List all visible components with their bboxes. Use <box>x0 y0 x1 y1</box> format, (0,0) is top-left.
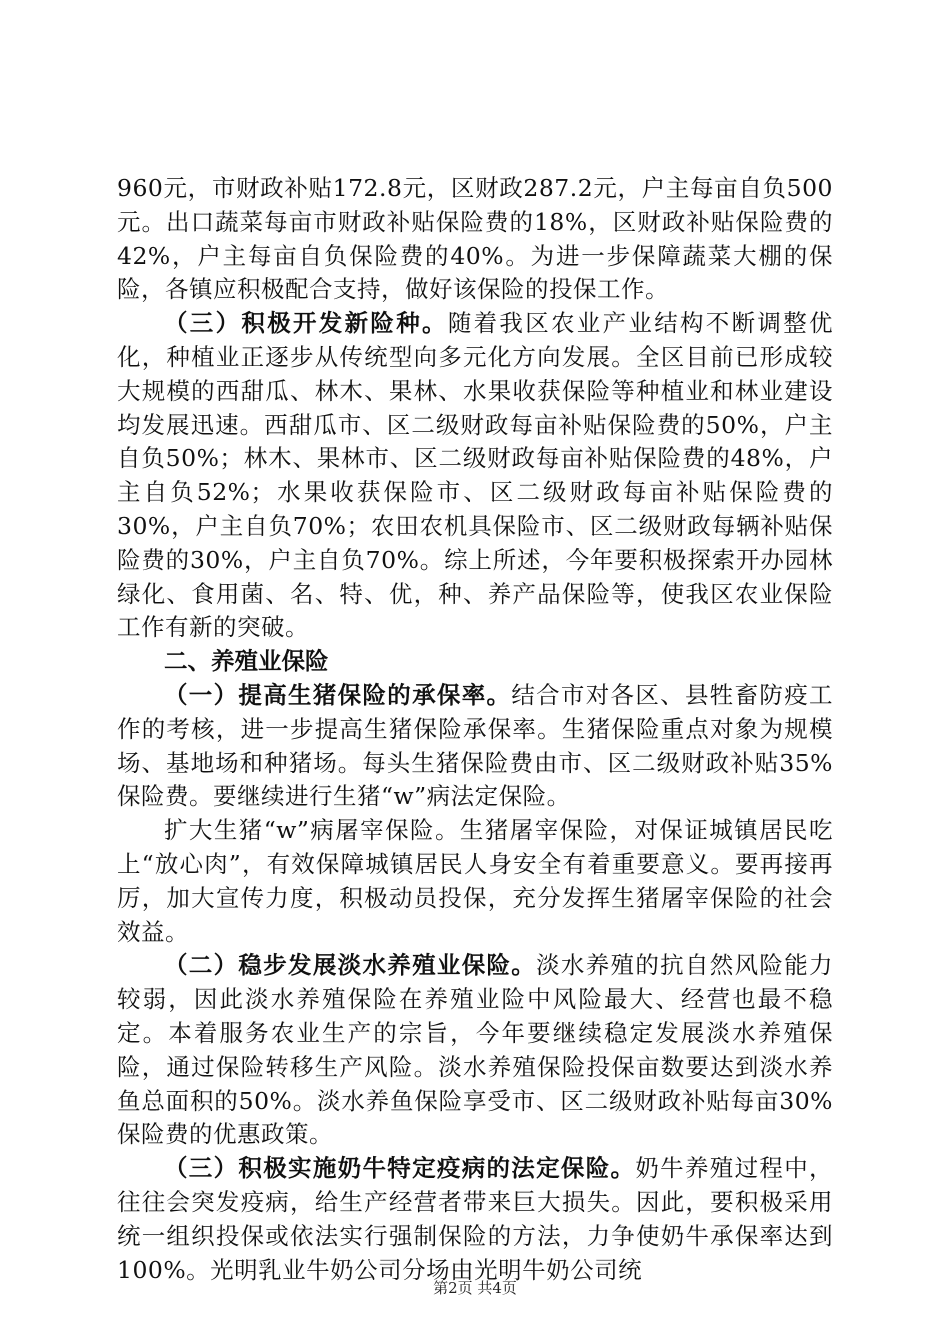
section-heading-livestock-insurance: 二、养殖业保险 <box>164 647 329 676</box>
paragraph-lead-heading: （二）稳步发展淡水养殖业保险。 <box>164 951 537 980</box>
paragraph-text: 扩大生猪“w”病屠宰保险。生猪屠宰保险，对保证城镇居民吃上“放心肉”，有效保障城镇居民人身安全有着重要意义。要再接再厉，加大宣传力度，积极动员投保，充分发挥生猪屠宰保险的社会效益。 <box>117 816 833 946</box>
paragraph-freshwater-insurance <box>117 949 833 1152</box>
paragraph-text: 奶牛养殖过程中，往往会突发疫病，给生产经营者带来巨大损失。因此，要积极采用统一组织投保或依法实行强制保险的方法，力争使奶牛承保率达到100%。光明乳业牛奶公司分场由光明牛奶公司统 <box>117 1154 834 1284</box>
paragraph-text: 结合市对各区、县牲畜防疫工作的考核，进一步提高生猪保险承保率。生猪保险重点对象为规模场、基地场和种猪场。每头生猪保险费由市、区二级财政补贴35%保险费。要继续进行生猪“w”病法定保险。 <box>117 680 834 811</box>
paragraph-new-insurance-types <box>117 307 833 645</box>
paragraph-text: 随着我区农业产业结构不断调整优化，种植业正逐步从传统型向多元化方向发展。全区目前已形成较大规模的西甜瓜、林木、果林、水果收获保险等种植业和林业建设均发展迅速。西甜瓜市、区二级财政每亩补贴保险费的50%，户主自负50%；林木、果林市、区二级财政每亩补贴保险费的48%，户主自负52%；水果收获保险市、区二级财政每亩补贴保险费的30%，户主自负70%；农田农机具保险市、区二级财政每辆补贴保险费的30%，户主自负70%。综上所述，今年要积极探索开办园林绿化、食用菌、名、特、优，种、养产品保险等，使我区农业保险工作有新的突破。 <box>117 309 834 642</box>
page-number-footer: 第2页 共4页 <box>433 1279 517 1297</box>
paragraph-lead-heading: （三）积极实施奶牛特定疫病的法定保险。 <box>164 1154 636 1183</box>
paragraph-slaughter-insurance <box>117 814 833 949</box>
paragraph-lead-heading: （三）积极开发新险种。 <box>164 309 448 338</box>
paragraph-lead-heading: （一）提高生猪保险的承保率。 <box>164 680 512 709</box>
document-body <box>117 172 833 1287</box>
paragraph-dairy-cow-insurance <box>117 1152 833 1287</box>
paragraph-text: 淡水养殖的抗自然风险能力较弱，因此淡水养殖保险在养殖业险中风险最大、经营也最不稳定。本着服务农业生产的宗旨，今年要继续稳定发展淡水养殖保险，通过保险转移生产风险。淡水养殖保险投保亩数要达到淡水养鱼总面积的50%。淡水养鱼保险享受市、区二级财政补贴每亩30%保险费的优惠政策。 <box>117 951 834 1149</box>
paragraph-pig-insurance <box>117 679 833 814</box>
paragraph-vegetable-subsidy <box>117 172 833 307</box>
paragraph-text: 960元，市财政补贴172.8元，区财政287.2元，户主每亩自负500元。出口蔬菜每亩市财政补贴保险费的18%，区财政补贴保险费的42%，户主每亩自负保险费的40%。为进一步保障蔬菜大棚的保险，各镇应积极配合支持，做好该保险的投保工作。 <box>117 174 833 304</box>
